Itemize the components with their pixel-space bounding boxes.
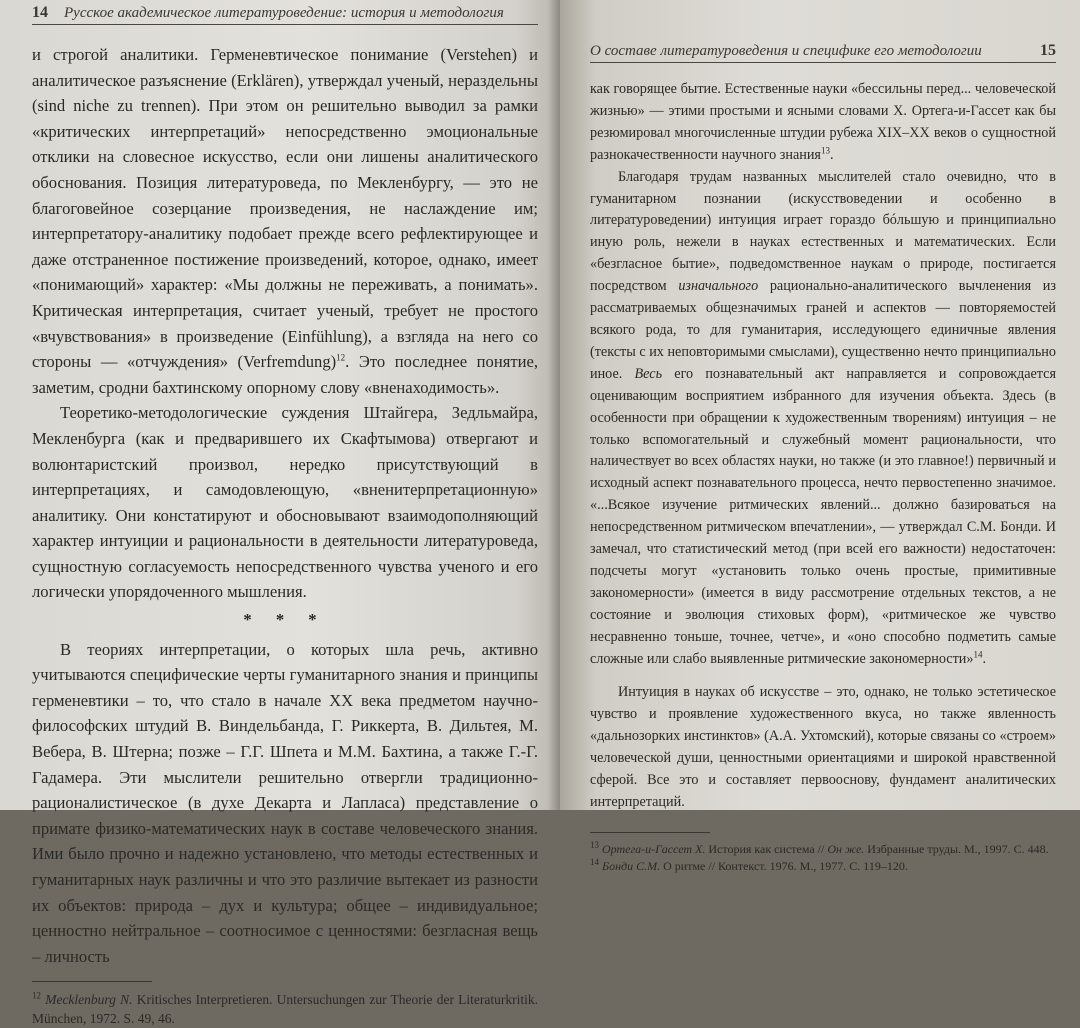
- left-paragraph-3: В теориях интерпретации, о которых шла речь, активно учитываются специфические черты гуманитарного знания и принципы герменевтики – то, что стало в начале XX века предметом научно-философских штудий В. Виндельбанда, Г. Риккерта, В. Дильтея, М. Вебера, В. Штерна; позже – Г.Г. Шпета и М.М. Бахтина, а также Г.-Г. Гадамера. Эти мыслители решительно отвергли традиционно-рационалистическое (в духе Декарта и Лапласа) представление о примате физико-математических наук в составе человеческого знания. Ими было прочно и надежно установлено, что методы естественных и гуманитарных наук различны и что это различие вытекает из разности их объектов: природа – дух и культура; общее – индивидуальное; ценностно нейтральное – соотносимое с ценностями: безгласная вещь – личность: [32, 639, 538, 966]
- footnote-ref-13[interactable]: 13: [820, 144, 830, 155]
- right-page: [560, 0, 1080, 873]
- left-footnote-12: $^{12}$ Mecklenburg N. Kritisches Interpretieren. Untersuchungen zur Theorie der Literaturkritik. München, 1972. S. 49, 46.: [32, 990, 538, 1027]
- right-paragraph-1: как говорящее бытие. Естественные науки «бессильны перед... человеческой жизнью» — этими простыми и ясными словами Х. Ортега-и-Гассет как бы резюмировал многочисленные штудии рубежа XIX–XX веков о сущностной разнокачественности научного знания$^{13}$.: [590, 81, 1056, 163]
- left-paragraph-2: Теоретико-методологические суждения Штайгера, Зедльмайра, Мекленбурга (как и предварившего их Скафтымова) отвергают и волюнтаристский произвол, нередко присутствующий в интерпретациях, и самодовлеющую, «вненитерпретационную» аналитику. Они констатируют и обосновывают взаимодополняющий характер интуиции и рациональности в деятельности литературоведа, сущностную согласуемость непосредственного чувства ученого и его логически упорядоченного мышления.: [32, 403, 538, 602]
- right-footnote-rule: [590, 832, 710, 833]
- right-paragraph-3: Интуиция в науках об искусстве – это, однако, не только эстетическое чувство и проявление художественного вкуса, но также явленность «дальнозорких инстинктов» (А.А. Ухтомский), которые связаны со «строем» человеческой души, ценностными ориентациями и широкой нравственной сферой. Все это и составляет первооснову, фундамент аналитических интерпретаций.: [590, 684, 1056, 810]
- footnote-text: Kritisches Interpretieren. Untersuchungen zur Theorie der Literaturkritik. München, 1972. S. 49, 46.: [32, 992, 538, 1027]
- left-running-head: [32, 0, 538, 25]
- section-divider-stars: * * *: [243, 610, 327, 630]
- right-paragraph-2: Благодаря трудам названных мыслителей стало очевидно, что в гуманитарном познании (искусствоведении и особенно в литературоведении) интуиция играет гораздо бóльшую и принципиально иную роль, нежели в науках естественных и математических. Если «безгласное бытие», подведомственное наукам о природе, постигается посредством изначального рационально-аналитического вычленения из рассматриваемых общезначимых граней и аспектов — повторяемостей всякого рода, то для гуманитария, исследующего единичные явления (тексты с их неповторимыми смыслами), существенно нечто принципиально иное. Весь его познавательный акт направляется и сопровождается оценивающим восприятием избранного для изучения объекта. Здесь (в особенности при обращении к художественным творениям) интуиция – не только вспомогательный и служебный момент рациональности, что наличествует во всех областях науки, но также (и это главное!) первичный и исходный аспект познавательного процесса, нечто первостепенно значимое. «...Всякое изучение ритмических явлений... должно базироваться на непосредственном ритмическом впечатлении», — утверждал С.М. Бонди. И замечал, что статистический метод (при всей его важности) недостаточен: подсчеты могут «установить только очень простые, примитивные закономерности» (имеется в виду рассмотрение отдельных текстов, а не состояние и эволюция стиховых форм), «ритмическое же чувство несравненно тоньше, точнее, четче», и «оно способно подметить самые сложные или слабо выявленные ритмические закономерности»$^{14}$.: [590, 168, 1057, 667]
- right-running-head: [590, 38, 1056, 63]
- right-running-head-title: О составе литературоведения и специфике его методологии: [590, 43, 982, 59]
- left-footnote-rule: [32, 981, 152, 982]
- left-running-head-title: Русское академическое литературоведение: история и методология: [64, 5, 504, 21]
- footnote-ref-12[interactable]: 12: [336, 352, 346, 363]
- footnote-ref-14[interactable]: 14: [973, 648, 983, 659]
- left-paragraph-1: и строгой аналитики. Герменевтическое понимание (Verstehen) и аналитическое разъяснение (Erklären), утверждал ученый, нераздельны (sind niche zu trennen). При этом он решительно выводил за рамки «критических интерпретаций» непосредственно эмоциональные отклики на словесное искусство, если они лишены аналитического обоснования. Позиция литературоведа, по Мекленбургу, — это не благоговейное созерцание произведения, не наслаждение им; интерпретатору-аналитику подобает прежде всего рефлектирующее и даже отстраненное постижение произведений, которое, однако, имеет «понимающий» характер: «Мы должны не переживать, а понимать». Критическая интерпретация, считает ученый, требует не простого «вчувствования» в произведение (Einfühlung), а взгляда на него со стороны — «отчуждения» (Verfremdung)$^{12}$. Это последнее понятие, заметим, сродни бахтинскому опорному слову «вненаходимость».: [32, 45, 539, 397]
- right-page-number: 15: [1040, 42, 1056, 59]
- left-page-number: 14: [32, 4, 48, 21]
- right-footnote-13: $^{13}$ Ортега-и-Гассет Х. История как система // Он же. Избранные труды. М., 1997. С. 448.: [590, 839, 1049, 856]
- footnote-author: Mecklenburg N.: [45, 992, 133, 1008]
- left-body-text: [32, 42, 538, 969]
- right-body-text: [590, 79, 1056, 814]
- right-footnote-14: $^{14}$ Бонди С.М. О ритме // Контекст. 1976. М., 1977. С. 119–120.: [590, 856, 908, 873]
